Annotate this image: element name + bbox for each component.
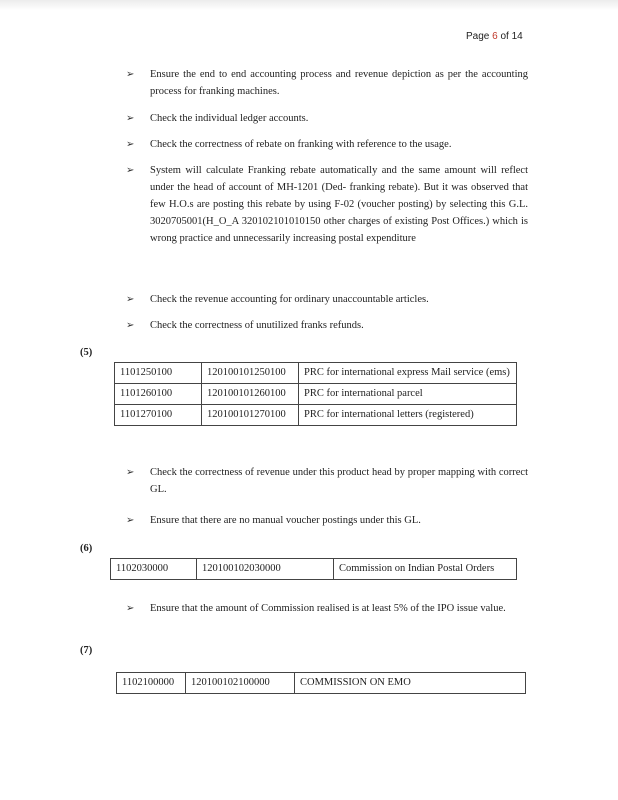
scan-edge-shadow [0,0,618,10]
gl-description: PRC for international parcel [299,384,517,405]
hoa-code: 120100101260100 [202,384,299,405]
gl-description: Commission on Indian Postal Orders [334,559,517,580]
arrow-right-icon: ➢ [126,467,135,478]
table-row [117,673,526,694]
gl-description: COMMISSION ON EMO [295,673,526,694]
list-item: ➢ Check the correctness of unutilized franks refunds. [128,317,528,334]
arrow-right-icon: ➢ [126,603,135,614]
arrow-right-icon: ➢ [126,320,135,331]
section-label: (7) [80,645,93,656]
list-item: ➢ Ensure that the amount of Commission realised is at least 5% of the IPO issue value. [128,600,528,617]
gl-table-section5 [114,362,517,426]
gl-code: 1101270100 [115,405,202,426]
gl-code: 1101260100 [115,384,202,405]
section-label: (6) [80,543,93,554]
list-item: ➢ Check the revenue accounting for ordinary unaccountable articles. [128,291,528,308]
arrow-right-icon: ➢ [126,139,135,150]
gl-code: 1101250100 [115,363,202,384]
table-row [115,384,517,405]
arrow-right-icon: ➢ [126,294,135,305]
list-item: ➢ Check the individual ledger accounts. [128,110,528,127]
arrow-right-icon: ➢ [126,69,135,80]
section-label: (5) [80,347,93,358]
table-row [115,363,517,384]
page-number: Page 6 of 14 [466,31,523,42]
hoa-code: 120100101250100 [202,363,299,384]
arrow-right-icon: ➢ [126,515,135,526]
table-row [115,405,517,426]
list-item: ➢ System will calculate Franking rebate automatically and the same amount will reflect under the head of account of MH-1201 (Ded- franking rebate). But it was observed that few H.O.s are posting this rebate by using F-02 (voucher posting) by selecting this G.L. 3020705001(H_O_A 320102101010150 other charges of existing Post Offices.) which is wrong practice and unnecessarily increasing postal expenditure [128,162,528,247]
hoa-code: 120100102030000 [197,559,334,580]
gl-table-section6 [110,558,517,580]
table-row [111,559,517,580]
hoa-code: 120100101270100 [202,405,299,426]
list-item: ➢ Ensure that there are no manual voucher postings under this GL. [128,512,528,529]
gl-table-section7 [116,672,526,694]
gl-description: PRC for international letters (registered) [299,405,517,426]
gl-code: 1102030000 [111,559,197,580]
gl-description: PRC for international express Mail service (ems) [299,363,517,384]
gl-code: 1102100000 [117,673,186,694]
arrow-right-icon: ➢ [126,165,135,176]
hoa-code: 120100102100000 [186,673,295,694]
list-item: ➢ Check the correctness of rebate on franking with reference to the usage. [128,136,528,153]
list-item: ➢ Ensure the end to end accounting process and revenue depiction as per the accounting process for franking machines. [128,66,528,100]
list-item: ➢ Check the correctness of revenue under this product head by proper mapping with correct GL. [128,464,528,498]
arrow-right-icon: ➢ [126,113,135,124]
